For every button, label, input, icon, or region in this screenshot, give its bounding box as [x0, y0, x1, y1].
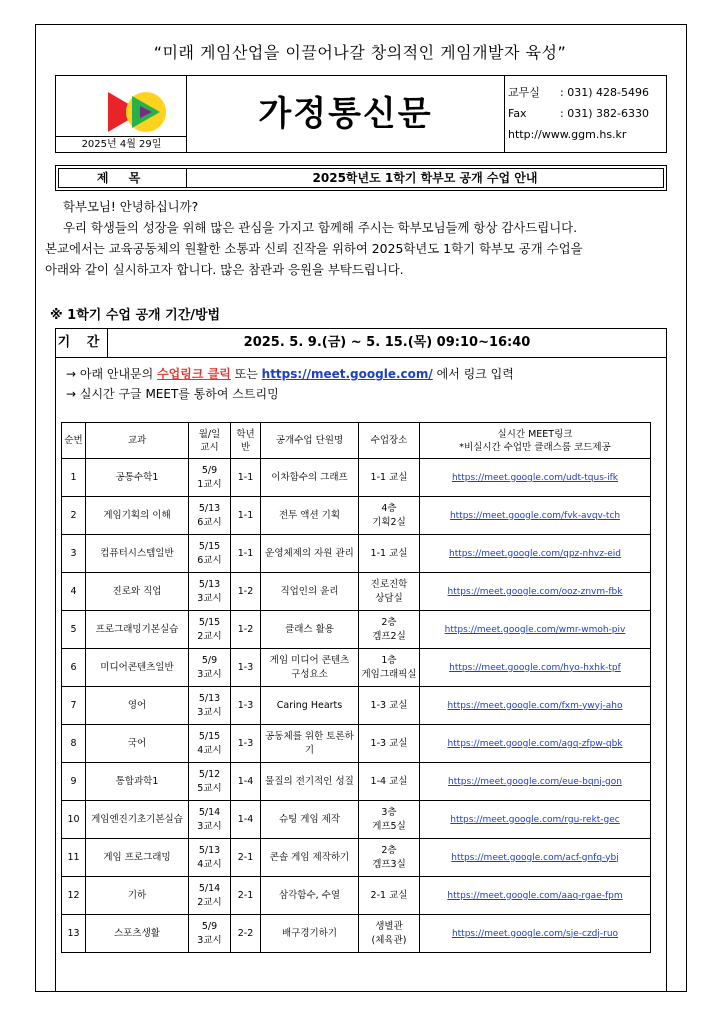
cell-place: 1-3 교실	[359, 725, 420, 763]
cell-link	[420, 915, 651, 953]
cell-place: 1-1 교실	[359, 535, 420, 573]
meet-link[interactable]: https://meet.google.com/ooz-znvm-fbk	[447, 586, 623, 597]
cell-place: 1-3 교실	[359, 687, 420, 725]
meet-link[interactable]: https://meet.google.com/acf-gnfq-ybj	[451, 852, 619, 863]
meet-link[interactable]: https://meet.google.com/aaq-rgae-fpm	[447, 890, 623, 901]
cell-date: 5/13 6교시	[189, 497, 231, 535]
cell-class: 1-4	[231, 801, 261, 839]
cell-subject: 기하	[86, 877, 189, 915]
cell-date: 5/13 3교시	[189, 573, 231, 611]
cell-no: 3	[62, 535, 86, 573]
cell-date: 5/13 4교시	[189, 839, 231, 877]
cell-class: 1-2	[231, 611, 261, 649]
greeting: 학부모님! 안녕하십니까?	[63, 199, 199, 214]
cell-class: 1-3	[231, 687, 261, 725]
table-row	[62, 801, 651, 839]
table-row	[62, 725, 651, 763]
cell-unit: 물질의 전기적인 성질	[261, 763, 359, 801]
cell-unit: 슈팅 게임 제작	[261, 801, 359, 839]
cell-link	[420, 839, 651, 877]
cell-subject: 게임엔진기초기본실습	[86, 801, 189, 839]
cell-place: 진로진학 상담실	[359, 573, 420, 611]
cell-place: 1층 게임그래픽실	[359, 649, 420, 687]
table-row	[62, 497, 651, 535]
cell-unit: 클래스 활용	[261, 611, 359, 649]
cell-unit: 이차함수의 그래프	[261, 459, 359, 497]
cell-link	[420, 877, 651, 915]
cell-unit: 삼각함수, 수열	[261, 877, 359, 915]
cell-link	[420, 801, 651, 839]
meet-link[interactable]: https://meet.google.com/fxm-ywyj-aho	[447, 700, 623, 711]
period-box	[55, 328, 667, 358]
header-link: 실시간 MEET링크 *비실시간 수업만 클래스룸 코드제공	[420, 423, 651, 459]
method-line-1: → 아래 안내문의 수업링크 클릭 또는 https://meet.google.com/ 에서 링크 입력	[66, 367, 514, 381]
cell-unit: 전투 액션 기획	[261, 497, 359, 535]
header-date: 월/일 교시	[189, 423, 231, 459]
cell-no: 8	[62, 725, 86, 763]
issue-date: 2025년 4월 29일	[56, 136, 187, 152]
table-row	[62, 915, 651, 953]
cell-unit: 직업인의 윤리	[261, 573, 359, 611]
intro-line-2: 본교에서는 교육공동체의 원활한 소통과 신뢰 진작을 위하여 2025학년도 1학기 학부모 공개 수업을	[45, 241, 583, 256]
cell-unit: 배구경기하기	[261, 915, 359, 953]
table-row	[62, 877, 651, 915]
intro-line-1: 우리 학생들의 성장을 위해 많은 관심을 가지고 함께해 주시는 학부모님들께 항상 감사드립니다.	[63, 220, 578, 235]
header-class: 학년 반	[231, 423, 261, 459]
period-label: 기 간	[56, 329, 108, 357]
cell-class: 1-1	[231, 459, 261, 497]
cell-subject: 국어	[86, 725, 189, 763]
cell-subject: 영어	[86, 687, 189, 725]
cell-date: 5/15 4교시	[189, 725, 231, 763]
cell-subject: 진로와 직업	[86, 573, 189, 611]
intro-text	[45, 196, 670, 280]
meet-link[interactable]: https://meet.google.com/qpz-nhvz-eid	[449, 548, 621, 559]
header-place: 수업장소	[359, 423, 420, 459]
header-unit: 공개수업 단원명	[261, 423, 359, 459]
cell-place: 3층 게프5실	[359, 801, 420, 839]
cell-link	[420, 497, 651, 535]
school-motto: “미래 게임산업을 이끌어나갈 창의적인 게임개발자 육성”	[153, 43, 567, 62]
cell-subject: 미디어콘텐츠일반	[86, 649, 189, 687]
cell-place: 4층 기획2실	[359, 497, 420, 535]
meet-link[interactable]: https://meet.google.com/udt-tqus-ifk	[451, 472, 619, 483]
meet-link[interactable]: https://meet.google.com/hyo-hxhk-tpf	[449, 662, 621, 673]
header-subject: 교과	[86, 423, 189, 459]
table-row	[62, 839, 651, 877]
cell-place: 2층 겜프3실	[359, 839, 420, 877]
cell-unit: Caring Hearts	[261, 687, 359, 725]
meet-link[interactable]: https://meet.google.com/wmr-wmoh-piv	[444, 624, 626, 635]
table-body	[62, 459, 651, 953]
meet-link[interactable]: https://meet.google.com/fvk-avqv-tch	[449, 510, 621, 521]
method-line-2: → 실시간 구글 MEET를 통하여 스트리밍	[66, 387, 279, 401]
letter-header	[55, 75, 667, 153]
meet-link[interactable]: https://meet.google.com/agq-zfpw-qbk	[447, 738, 623, 749]
cell-no: 10	[62, 801, 86, 839]
cell-class: 1-3	[231, 649, 261, 687]
cell-date: 5/15 6교시	[189, 535, 231, 573]
cell-link	[420, 573, 651, 611]
subject-label: 제 목	[59, 169, 187, 187]
cell-date: 5/9 3교시	[189, 649, 231, 687]
cell-class: 1-1	[231, 535, 261, 573]
subject-title: 2025학년도 1학기 학부모 공개 수업 안내	[312, 171, 538, 185]
cell-place: 1-1 교실	[359, 459, 420, 497]
cell-date: 5/13 3교시	[189, 687, 231, 725]
meet-link[interactable]: https://meet.google.com/eue-bqnj-gon	[448, 776, 622, 787]
class-schedule-table	[61, 422, 651, 953]
cell-place: 생별관 (체육관)	[359, 915, 420, 953]
cell-class: 1-3	[231, 725, 261, 763]
cell-class: 2-2	[231, 915, 261, 953]
period-value: 2025. 5. 9.(금) ~ 5. 15.(목) 09:10~16:40	[243, 335, 531, 350]
newsletter-title: 가정통신문	[187, 76, 505, 152]
table-row	[62, 459, 651, 497]
table-row	[62, 649, 651, 687]
school-logo-icon	[102, 88, 170, 136]
cell-class: 1-2	[231, 573, 261, 611]
subject-box	[55, 165, 667, 191]
cell-subject: 프로그래밍기본실습	[86, 611, 189, 649]
cell-link	[420, 763, 651, 801]
cell-subject: 게임기획의 이해	[86, 497, 189, 535]
cell-subject: 스포츠생활	[86, 915, 189, 953]
cell-place: 1-4 교실	[359, 763, 420, 801]
cell-unit: 콘솔 게임 제작하기	[261, 839, 359, 877]
cell-subject: 통합과학1	[86, 763, 189, 801]
header-no: 순번	[62, 423, 86, 459]
contact-info	[508, 82, 649, 145]
cell-place: 2-1 교실	[359, 877, 420, 915]
table-row	[62, 687, 651, 725]
method-instructions	[66, 364, 514, 404]
cell-subject: 게임 프로그래밍	[86, 839, 189, 877]
cell-no: 12	[62, 877, 86, 915]
cell-link	[420, 687, 651, 725]
cell-unit: 게임 미디어 콘텐츠 구성요소	[261, 649, 359, 687]
cell-date: 5/15 2교시	[189, 611, 231, 649]
cell-date: 5/9 3교시	[189, 915, 231, 953]
table-row	[62, 763, 651, 801]
cell-link	[420, 535, 651, 573]
cell-no: 6	[62, 649, 86, 687]
cell-link	[420, 649, 651, 687]
intro-line-3: 아래와 같이 실시하고자 합니다. 많은 참관과 응원을 부탁드립니다.	[45, 262, 404, 277]
cell-class: 1-4	[231, 763, 261, 801]
cell-link	[420, 611, 651, 649]
cell-no: 11	[62, 839, 86, 877]
contact-website[interactable]: http://www.ggm.hs.kr	[508, 128, 627, 141]
cell-date: 5/9 1교시	[189, 459, 231, 497]
table-header-row	[62, 423, 651, 459]
section-title: ※ 1학기 수업 공개 기간/방법	[50, 308, 221, 323]
table-row	[62, 611, 651, 649]
class-link-click[interactable]: 수업링크 클릭	[157, 367, 231, 381]
cell-class: 1-1	[231, 497, 261, 535]
cell-no: 1	[62, 459, 86, 497]
cell-link	[420, 459, 651, 497]
table-row	[62, 535, 651, 573]
cell-date: 5/14 3교시	[189, 801, 231, 839]
meet-link[interactable]: https://meet.google.com/sje-czdj-ruo	[451, 928, 619, 939]
cell-date: 5/12 5교시	[189, 763, 231, 801]
cell-subject: 공통수학1	[86, 459, 189, 497]
contact-office: 교무실 : 031) 428-5496	[508, 86, 649, 99]
table-row	[62, 573, 651, 611]
meet-url-link[interactable]: https://meet.google.com/	[261, 367, 433, 381]
cell-no: 2	[62, 497, 86, 535]
cell-link	[420, 725, 651, 763]
logo-cell	[56, 76, 187, 152]
cell-no: 7	[62, 687, 86, 725]
cell-subject: 컴퓨터시스템일반	[86, 535, 189, 573]
cell-unit: 운영체제의 자원 관리	[261, 535, 359, 573]
cell-no: 4	[62, 573, 86, 611]
cell-place: 2층 겜프2실	[359, 611, 420, 649]
cell-class: 2-1	[231, 877, 261, 915]
cell-no: 5	[62, 611, 86, 649]
cell-date: 5/14 2교시	[189, 877, 231, 915]
meet-link[interactable]: https://meet.google.com/rgu-rekt-gec	[450, 814, 620, 825]
cell-class: 2-1	[231, 839, 261, 877]
cell-unit: 공동체를 위한 토론하기	[261, 725, 359, 763]
cell-no: 13	[62, 915, 86, 953]
cell-no: 9	[62, 763, 86, 801]
contact-fax: Fax : 031) 382-6330	[508, 107, 649, 120]
